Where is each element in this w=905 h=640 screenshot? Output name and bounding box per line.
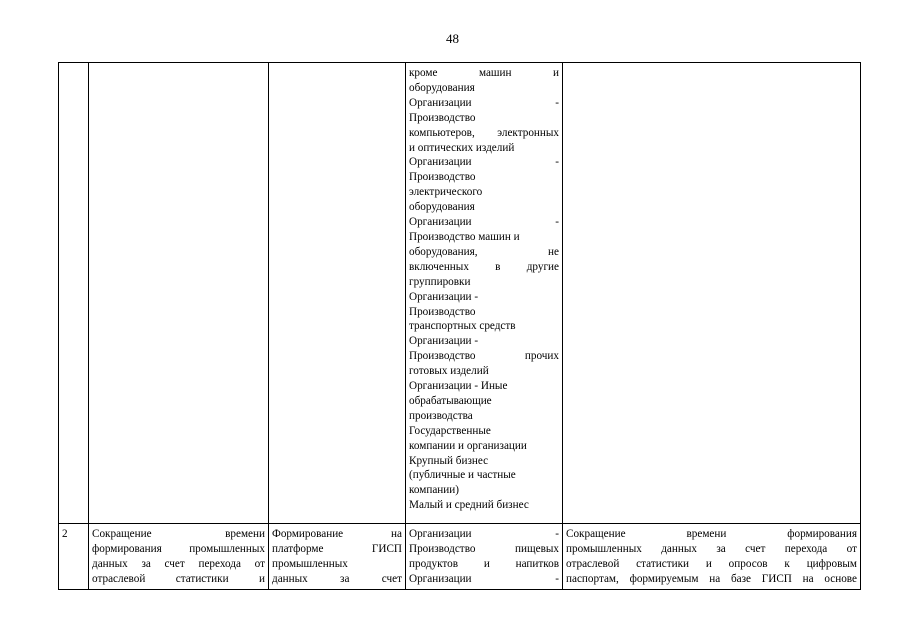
text-line: Производство пищевых — [409, 542, 559, 555]
text-line: Организации - — [409, 156, 559, 169]
text-line: Производство — [409, 305, 476, 318]
text-line: промышленных данных за счет перехода от — [566, 542, 857, 555]
table-row-continuation — [59, 63, 861, 524]
text-line: Производство прочих — [409, 350, 559, 363]
text-line: компании) — [409, 484, 459, 497]
row-number-cell: 2 — [59, 524, 89, 590]
text-line: и оптических изделий — [409, 141, 515, 154]
text-line: группировки — [409, 275, 471, 288]
text-line: кроме машин и — [409, 67, 559, 79]
goal-text — [92, 527, 265, 587]
text-line: формирования промышленных — [92, 542, 265, 555]
text-line: Организации - — [409, 290, 479, 303]
text-line: оборудования — [409, 81, 475, 94]
text-line: Производство машин и — [409, 230, 520, 243]
text-line: Сокращение времени формирования — [566, 528, 857, 540]
text-line: Сокращение времени — [92, 528, 265, 540]
method-cell — [269, 524, 406, 590]
text-line: Организации - — [409, 96, 559, 109]
goal-cell — [89, 63, 269, 524]
scope-list — [409, 66, 559, 513]
text-line: отраслевой статистики и опросов к цифровым — [566, 557, 857, 570]
text-line: паспортам, формируемым на базе ГИСП на основе — [566, 572, 857, 585]
text-line: электрического — [409, 186, 483, 199]
text-line: производства — [409, 409, 473, 422]
measures-table — [58, 62, 861, 590]
text-line: Организации - Иные — [409, 380, 508, 393]
text-line: Производство — [409, 171, 476, 184]
text-line: (публичные и частные — [409, 469, 516, 482]
text-line: Организации - — [409, 528, 559, 540]
text-line: готовых изделий — [409, 365, 489, 378]
table-row-2 — [59, 524, 861, 590]
text-line: Крупный бизнес — [409, 454, 489, 467]
text-line: Организации - — [409, 216, 559, 229]
goal-cell — [89, 524, 269, 590]
text-line: оборудования — [409, 201, 475, 214]
text-line: отраслевой статистики и — [92, 572, 265, 585]
text-line: компании и организации — [409, 439, 527, 452]
text-line: транспортных средств — [409, 320, 516, 333]
text-line: обрабатывающие — [409, 394, 492, 407]
text-line: Организации - — [409, 335, 479, 348]
result-text — [566, 527, 857, 587]
scope-text — [409, 527, 559, 587]
text-line: Производство — [409, 111, 476, 124]
page-number: 48 — [446, 31, 459, 46]
scope-cell — [406, 63, 563, 524]
text-line: данных за счет перехода от — [92, 557, 265, 570]
text-line: продуктов и напитков — [409, 557, 559, 570]
method-text — [272, 527, 402, 587]
method-cell — [269, 63, 406, 524]
text-line: Малый и средний бизнес — [409, 499, 529, 512]
text-line: включенных в другие — [409, 260, 559, 273]
result-cell — [563, 63, 861, 524]
text-line: Организации - — [409, 572, 559, 585]
text-line: оборудования, не — [409, 245, 559, 258]
row-number-cell — [59, 63, 89, 524]
text-line: компьютеров, электронных — [409, 126, 559, 139]
text-line: платформе ГИСП — [272, 542, 402, 555]
scope-cell — [406, 524, 563, 590]
result-cell — [563, 524, 861, 590]
text-line: Формирование на — [272, 528, 402, 540]
text-line: промышленных — [272, 557, 348, 570]
text-line: данных за счет — [272, 572, 402, 585]
text-line: Государственные — [409, 424, 491, 437]
